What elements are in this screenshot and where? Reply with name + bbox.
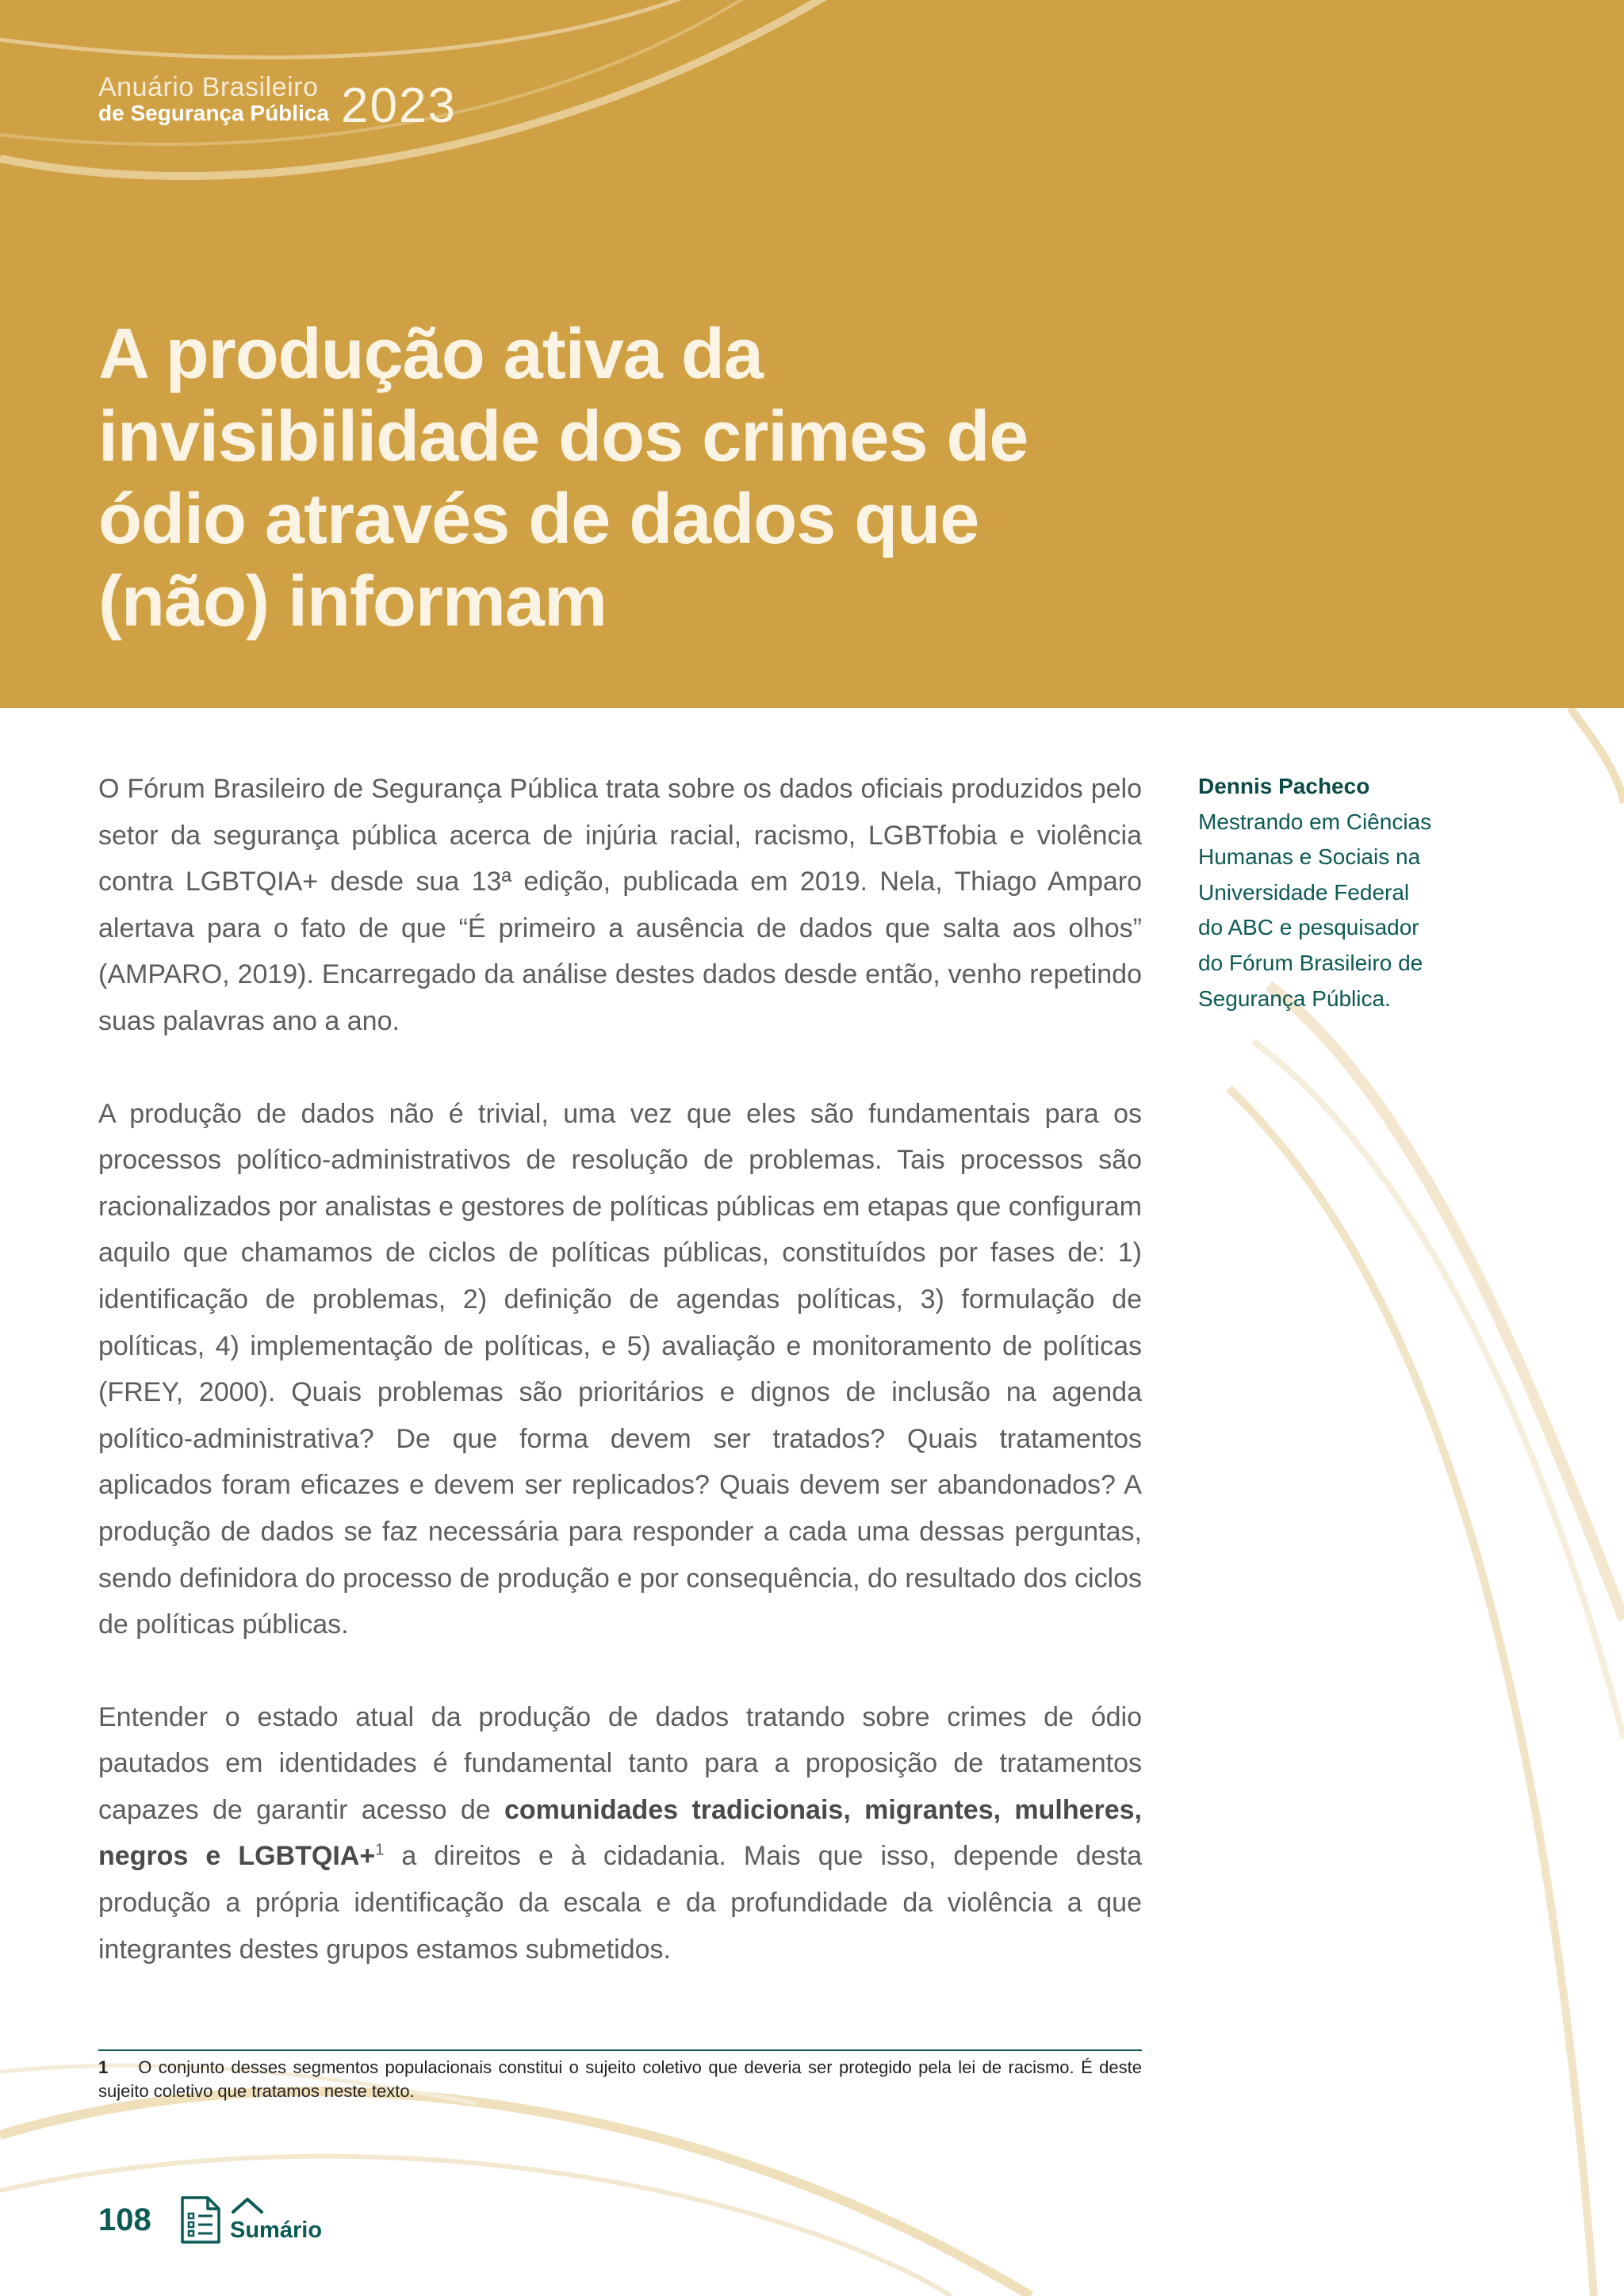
paragraph-3-emphasis: comunidades tradicionais, migrantes, mulheres, negros e LGBTQIA+	[98, 1794, 1143, 1872]
footnote	[98, 2056, 1142, 2103]
footnote-divider	[98, 2049, 1142, 2051]
author-name: Dennis Pacheco	[1198, 774, 1370, 798]
footnote-number: 1	[98, 2057, 109, 2077]
footnote-text: O conjunto desses segmentos populacionais constitui o sujeito coletivo que deveria ser protegido pela lei de racismo. É deste sujeito coletivo que tratamos neste texto.	[98, 2057, 1142, 2101]
page-number: 108	[98, 2202, 151, 2237]
publication-brand	[98, 73, 329, 125]
paragraph-3-end: a direitos e à cidadania. Mais que isso, depende desta produção a própria identificação da escala e da profundidade da violência a que integrantes destes grupos estamos submetidos.	[98, 1841, 1142, 1965]
header-banner	[0, 0, 1624, 708]
chevron-up-icon[interactable]	[230, 2196, 265, 2215]
summary-link[interactable]: Sumário	[230, 2218, 323, 2243]
brand-year: 2023	[341, 78, 457, 133]
document-list-icon[interactable]	[179, 2195, 222, 2245]
paragraph-3-start: Entender o estado atual da produção de dados tratando sobre crimes de ódio pautados em identidades é fundamental tanto para a proposição de tratamentos capazes de garantir acesso de	[98, 1701, 1142, 1825]
paragraph-1: O Fórum Brasileiro de Segurança Pública trata sobre os dados oficiais produzidos pelo setor da segurança pública acerca de injúria racial, racismo, LGBTfobia e violência contra LGBTQIA+ desde sua 13ª edição, publicada em 2019. Nela, Thiago Amparo alertava para o fato de que “É primeiro a ausência de dados que salta aos olhos” (AMPARO, 2019). Encarregado da análise destes dados desde então, venho repetindo suas palavras ano a ano.	[98, 774, 1142, 1036]
footnote-reference[interactable]: 1	[375, 1842, 385, 1860]
paragraph-2: A produção de dados não é trivial, uma vez que eles são fundamentais para os processos político-administrativos de resolução de problemas. Tais processos são racionalizados por analistas e gestores de políticas públicas em etapas que configuram aquilo que chamamos de ciclos de políticas públicas, constituídos por fases de: 1) identificação de problemas, 2) definição de agendas políticas, 3) formulação de políticas, 4) implementação de políticas, e 5) avaliação e monitoramento de políticas (FREY, 2000). Quais problemas são prioritários e dignos de inclusão na agenda político-administrativa? De que forma devem ser tratados? Quais tratamentos aplicados foram eficazes e devem ser replicados? Quais devem ser abandonados? A produção de dados se faz necessária para responder a cada uma dessas perguntas, sendo definidora do processo de produção e por consequência, do resultado dos ciclos de políticas públicas.	[98, 1098, 1142, 1640]
brand-line1: Anuário Brasileiro	[98, 72, 319, 102]
author-bio: Mestrando em Ciências Humanas e Sociais na Universidade Federal do ABC e pesquisador do Fórum Brasileiro de Segurança Pública.	[1198, 809, 1432, 1011]
brand-line2: de Segurança Pública	[98, 101, 329, 125]
paragraph-3	[98, 1694, 1142, 1973]
article-body	[98, 766, 1142, 2019]
author-sidebar	[1198, 769, 1436, 1016]
article-title: A produção ativa da invisibilidade dos crimes de ódio através de dados que (não) informam	[98, 315, 1028, 641]
